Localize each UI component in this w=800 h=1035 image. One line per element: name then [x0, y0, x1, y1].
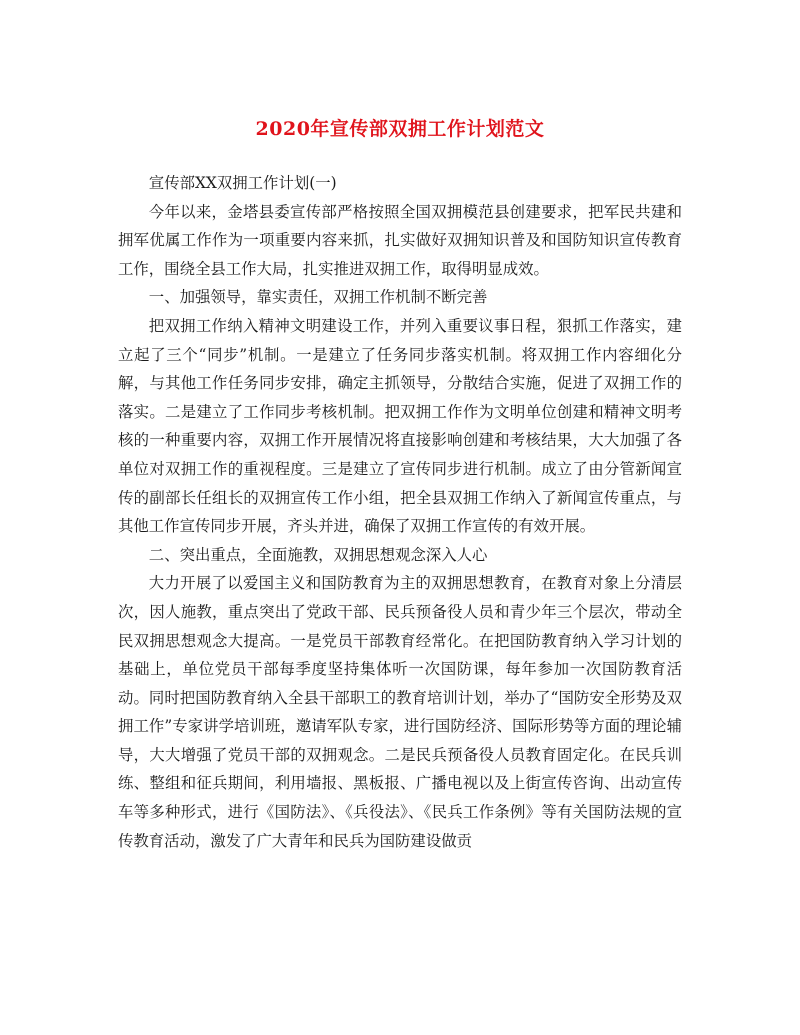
document-title: 2020年宣传部双拥工作计划范文 [255, 118, 545, 140]
section-heading-plan: 宣传部XX双拥工作计划(一) [148, 174, 337, 192]
paragraph-intro: 今年以来，金塔县委宣传部严格按照全国双拥模范县创建要求，把军民共建和拥军优属工作作为一项重要内容来抓，扎实做好双拥知识普及和国防知识宣传教育工作，围绕全县工作大局，扎实推进双拥工作，取得明显成效。 [118, 202, 682, 278]
section-heading-2: 二、突出重点，全面施教，双拥思想观念深入人心 [148, 545, 488, 564]
paragraph-1: 把双拥工作纳入精神文明建设工作，并列入重要议事日程，狠抓工作落实，建立起了三个“同步”机制。一是建立了任务同步落实机制。将双拥工作内容细化分解，与其他工作任务同步安排，确定主抓领导，分散结合实施，促进了双拥工作的落实。二是建立了工作同步考核机制。把双拥工作作为文明单位创建和精神文明考核的一种重要内容，双拥工作开展情况将直接影响创建和考核结果，大大加强了各单位对双拥工作的重视程度。三是建立了宣传同步进行机制。成立了由分管新闻宣传的副部长任组长的双拥宣传工作小组，把全县双拥工作纳入了新闻宣传重点，与其他工作宣传同步开展，齐头并进，确保了双拥工作宣传的有效开展。 [118, 316, 682, 536]
section-heading-1: 一、加强领导，靠实责任，双拥工作机制不断完善 [148, 288, 488, 307]
paragraph-2: 大力开展了以爱国主义和国防教育为主的双拥思想教育，在教育对象上分清层次，因人施教，重点突出了党政干部、民兵预备役人员和青少年三个层次，带动全民双拥思想观念大提高。一是党员干部教育经常化。在把国防教育纳入学习计划的基础上，单位党员干部每季度坚持集体听一次国防课，每年参加一次国防教育活动。同时把国防教育纳入全县干部职工的教育培训计划，举办了“国防安全形势及双拥工作”专家讲学培训班，邀请军队专家，进行国防经济、国际形势等方面的理论辅导，大大增强了党员干部的双拥观念。二是民兵预备役人员教育固定化。在民兵训练、整组和征兵期间，利用墙报、黑板报、广播电视以及上街宣传咨询、出动宣传车等多种形式，进行《国防法》、《兵役法》、《民兵工作条例》等有关国防法规的宣传教育活动，激发了广大青年和民兵为国防建设做贡 [118, 574, 682, 850]
document-body [118, 169, 682, 855]
